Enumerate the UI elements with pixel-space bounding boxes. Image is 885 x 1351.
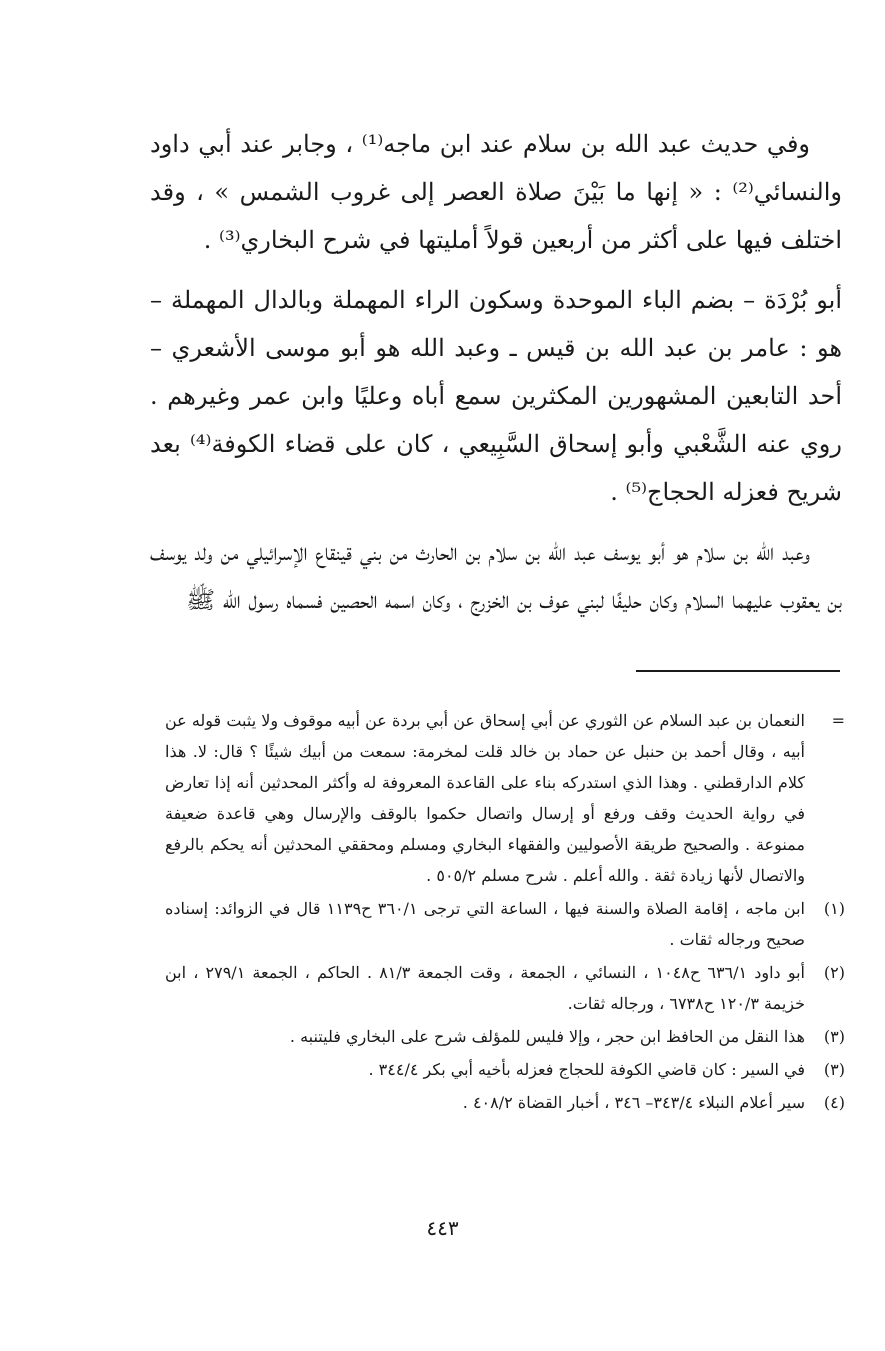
- footnotes: [165, 705, 845, 1120]
- footnote-number: (٣): [823, 1027, 845, 1046]
- paragraph-abu-burdah: أبو بُرْدَة – بضم الباء الموحدة وسكون الراء المهملة وبالدال المهملة – هو : عامر بن عبد الله بن قيس ـ وعبد الله هو أبو موسى الأشعري – أحد التابعين المشهورين المكثرين سمع أباه وعليًا وابن عمر وغيرهم . روي عنه الشَّعْبي وأبو إسحاق السَّبِيعي ، كان على قضاء الكوفة⁽⁴⁾ بعد شريح فعزله الحجاج⁽⁵⁾ .: [150, 286, 842, 506]
- page-number: ٤٤٣: [426, 1216, 459, 1240]
- footnote: [165, 957, 845, 1019]
- footnote-text: في السير : كان قاضي الكوفة للحجاج فعزله بأخيه أبي بكر ٣٤٤/٤ .: [368, 1060, 805, 1079]
- footnote: [165, 1087, 845, 1118]
- paragraph-abdullah-ibn-salam: وعبد الله بن سلام هو أبو يوسف عبد الله بن سلام بن الحارث من بني قينقاع الإسرائيلي من ولد يوسف بن يعقوب عليهما السلام وكان حليفًا لبني عوف بن الخزرج ، وكان اسمه الحصين فسماه رسول الله ﷺ: [150, 538, 842, 614]
- footnote-number: (٤): [823, 1093, 845, 1112]
- main-text: [150, 120, 842, 636]
- footnote-number: =: [831, 711, 845, 730]
- footnote: [165, 1021, 845, 1052]
- footnote-number: (٢): [823, 963, 845, 982]
- footnote: [165, 1054, 845, 1085]
- footnote-text: هذا النقل من الحافظ ابن حجر ، وإلا فليس للمؤلف شرح على البخاري فليتنبه .: [289, 1027, 805, 1046]
- footnote: [165, 705, 845, 891]
- footnote-separator: [636, 670, 840, 672]
- paragraph-hadith: وفي حديث عبد الله بن سلام عند ابن ماجه⁽¹⁾ ، وجابر عند أبي داود والنسائي⁽²⁾ : « إنها ما بَيْنَ صلاة العصر إلى غروب الشمس » ، وقد اختلف فيها على أكثر من أربعين قولاً أمليتها في شرح البخاري⁽³⁾ .: [150, 130, 842, 254]
- footnote-text: ابن ماجه ، إقامة الصلاة والسنة فيها ، الساعة التي ترجى ٣٦٠/١ ح١١٣٩ قال في الزوائد: إسناده صحيح ورجاله ثقات .: [165, 899, 805, 949]
- footnote-number: (١): [823, 899, 845, 918]
- footnote-text: سير أعلام النبلاء ٣٤٣/٤– ٣٤٦ ، أخبار القضاة ٤٠٨/٢ .: [462, 1093, 805, 1112]
- footnote: [165, 893, 845, 955]
- footnote-text: النعمان بن عبد السلام عن الثوري عن أبي إسحاق عن أبي بردة عن أبيه موقوف ولا يثبت قوله عن أبيه ، وقال أحمد بن حنبل عن حماد بن خالد قلت لمخرمة: سمعت من أبيك شيئًا ؟ قال: لا. هذا كلام الدارقطني . وهذا الذي استدركه بناء على القاعدة المعروفة له وأكثر المحدثين أنه إذا تعارض في رواية الحديث وقف ورفع أو إرسال واتصال حكموا بالوقف والإرسال وهي قاعدة ضعيفة ممنوعة . والصحيح طريقة الأصوليين والفقهاء البخاري ومسلم ومحققي المحدثين أنه يحكم بالرفع والاتصال لأنها زيادة ثقة . والله أعلم . شرح مسلم ٥٠٥/٢ .: [165, 711, 806, 885]
- footnote-number: (٣): [823, 1060, 845, 1079]
- footnote-text: أبو داود ٦٣٦/١ ح١٠٤٨ ، النسائي ، الجمعة ، وقت الجمعة ٨١/٣ . الحاكم ، الجمعة ٢٧٩/١ ، ابن خزيمة ١٢٠/٣ ح٦٧٣٨ ، ورجاله ثقات.: [165, 963, 805, 1013]
